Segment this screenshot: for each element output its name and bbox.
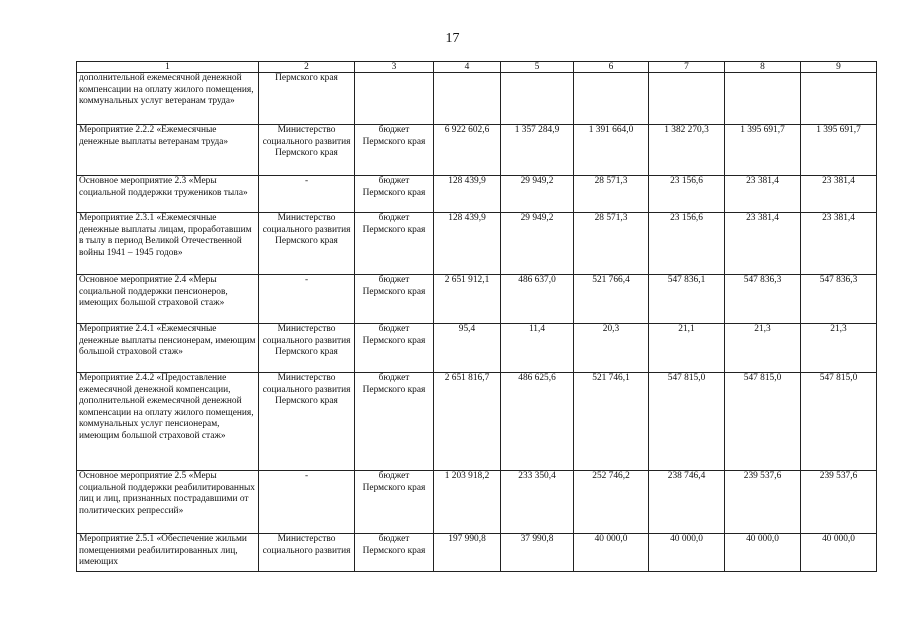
- header-cell: 9: [801, 62, 877, 73]
- value-col-4: 95,4: [434, 324, 501, 373]
- value-col-4: 197 990,8: [434, 534, 501, 572]
- value-col-8: 547 836,3: [725, 275, 801, 324]
- activity-name: Основное мероприятие 2.5 «Меры социальной поддержки реабилитированных лиц и лиц, признанных пострадавшими от политических репрессий»: [77, 471, 259, 534]
- value-col-4: 128 439,9: [434, 213, 501, 275]
- header-cell: 7: [649, 62, 725, 73]
- value-col-8: 239 537,6: [725, 471, 801, 534]
- table-row: [77, 213, 877, 275]
- value-col-9: 547 815,0: [801, 373, 877, 471]
- value-col-5: 486 637,0: [501, 275, 574, 324]
- executor-cell: Министерство социального развития Пермского края: [259, 213, 355, 275]
- value-col-7: 40 000,0: [649, 534, 725, 572]
- program-table: [76, 61, 877, 572]
- value-col-6: 252 746,2: [574, 471, 649, 534]
- value-col-9: [801, 73, 877, 125]
- funding-source-cell: [355, 73, 434, 125]
- value-col-7: 1 382 270,3: [649, 125, 725, 176]
- executor-cell: -: [259, 275, 355, 324]
- executor-cell: Министерство социального развития Пермского края: [259, 324, 355, 373]
- value-col-9: 21,3: [801, 324, 877, 373]
- value-col-5: 233 350,4: [501, 471, 574, 534]
- value-col-6: 521 766,4: [574, 275, 649, 324]
- value-col-6: 1 391 664,0: [574, 125, 649, 176]
- value-col-6: 28 571,3: [574, 176, 649, 213]
- value-col-7: 238 746,4: [649, 471, 725, 534]
- value-col-8: 547 815,0: [725, 373, 801, 471]
- activity-name: дополнительной ежемесячной денежной компенсации на оплату жилого помещения, коммунальных услуг ветеранам труда»: [77, 73, 259, 125]
- header-cell: 2: [259, 62, 355, 73]
- header-cell: 8: [725, 62, 801, 73]
- value-col-4: [434, 73, 501, 125]
- value-col-5: 37 990,8: [501, 534, 574, 572]
- executor-cell: -: [259, 471, 355, 534]
- value-col-7: [649, 73, 725, 125]
- funding-source-cell: бюджет Пермского края: [355, 125, 434, 176]
- value-col-9: 239 537,6: [801, 471, 877, 534]
- activity-name: Мероприятие 2.5.1 «Обеспечение жильми помещениями реабилитированных лиц, имеющих: [77, 534, 259, 572]
- activity-name: Основное мероприятие 2.3 «Меры социальной поддержки тружеников тыла»: [77, 176, 259, 213]
- funding-source-cell: бюджет Пермского края: [355, 213, 434, 275]
- funding-source-cell: бюджет Пермского края: [355, 534, 434, 572]
- value-col-9: 547 836,3: [801, 275, 877, 324]
- page-number: 17: [445, 31, 460, 46]
- value-col-9: 1 395 691,7: [801, 125, 877, 176]
- executor-cell: Министерство социального развития Пермского края: [259, 125, 355, 176]
- activity-name: Мероприятие 2.4.2 «Предоставление ежемесячной денежной компенсации, дополнительной ежемесячной денежной компенсации на оплату жилого помещения, коммунальных услуг пенсионерам, имеющим большой страховой стаж»: [77, 373, 259, 471]
- value-col-7: 21,1: [649, 324, 725, 373]
- value-col-5: 29 949,2: [501, 176, 574, 213]
- value-col-8: 1 395 691,7: [725, 125, 801, 176]
- value-col-7: 23 156,6: [649, 213, 725, 275]
- executor-cell: Министерство социального развития: [259, 534, 355, 572]
- value-col-8: [725, 73, 801, 125]
- table-row: [77, 373, 877, 471]
- value-col-7: 547 836,1: [649, 275, 725, 324]
- value-col-5: 29 949,2: [501, 213, 574, 275]
- executor-cell: -: [259, 176, 355, 213]
- funding-source-cell: бюджет Пермского края: [355, 176, 434, 213]
- value-col-6: [574, 73, 649, 125]
- activity-name: Мероприятие 2.2.2 «Ежемесячные денежные выплаты ветеранам труда»: [77, 125, 259, 176]
- value-col-9: 40 000,0: [801, 534, 877, 572]
- header-cell: 4: [434, 62, 501, 73]
- activity-name: Мероприятие 2.3.1 «Ежемесячные денежные выплаты лицам, проработавшим в тылу в период Великой Отечественной войны 1941 – 1945 годов»: [77, 213, 259, 275]
- header-cell: 6: [574, 62, 649, 73]
- value-col-8: 40 000,0: [725, 534, 801, 572]
- table-row: [77, 176, 877, 213]
- table-row: [77, 125, 877, 176]
- executor-cell: Министерство социального развития Пермского края: [259, 373, 355, 471]
- funding-source-cell: бюджет Пермского края: [355, 471, 434, 534]
- table-row: [77, 275, 877, 324]
- value-col-6: 20,3: [574, 324, 649, 373]
- value-col-8: 23 381,4: [725, 176, 801, 213]
- funding-source-cell: бюджет Пермского края: [355, 275, 434, 324]
- value-col-5: 1 357 284,9: [501, 125, 574, 176]
- value-col-4: 128 439,9: [434, 176, 501, 213]
- value-col-8: 23 381,4: [725, 213, 801, 275]
- value-col-9: 23 381,4: [801, 176, 877, 213]
- header-cell: 1: [77, 62, 259, 73]
- table-row: [77, 471, 877, 534]
- table-row: [77, 534, 877, 572]
- executor-cell: Пермского края: [259, 73, 355, 125]
- value-col-7: 547 815,0: [649, 373, 725, 471]
- value-col-4: 1 203 918,2: [434, 471, 501, 534]
- funding-source-cell: бюджет Пермского края: [355, 373, 434, 471]
- header-cell: 3: [355, 62, 434, 73]
- activity-name: Основное мероприятие 2.4 «Меры социальной поддержки пенсионеров, имеющих большой страховой стаж»: [77, 275, 259, 324]
- funding-source-cell: бюджет Пермского края: [355, 324, 434, 373]
- value-col-4: 6 922 602,6: [434, 125, 501, 176]
- header-row: [77, 62, 877, 73]
- value-col-6: 28 571,3: [574, 213, 649, 275]
- value-col-4: 2 651 816,7: [434, 373, 501, 471]
- value-col-6: 40 000,0: [574, 534, 649, 572]
- value-col-7: 23 156,6: [649, 176, 725, 213]
- value-col-5: 486 625,6: [501, 373, 574, 471]
- table-row: [77, 73, 877, 125]
- value-col-4: 2 651 912,1: [434, 275, 501, 324]
- activity-name: Мероприятие 2.4.1 «Ежемесячные денежные выплаты пенсионерам, имеющим большой страховой стаж»: [77, 324, 259, 373]
- value-col-5: 11,4: [501, 324, 574, 373]
- table-row: [77, 324, 877, 373]
- value-col-6: 521 746,1: [574, 373, 649, 471]
- value-col-5: [501, 73, 574, 125]
- header-cell: 5: [501, 62, 574, 73]
- value-col-9: 23 381,4: [801, 213, 877, 275]
- value-col-8: 21,3: [725, 324, 801, 373]
